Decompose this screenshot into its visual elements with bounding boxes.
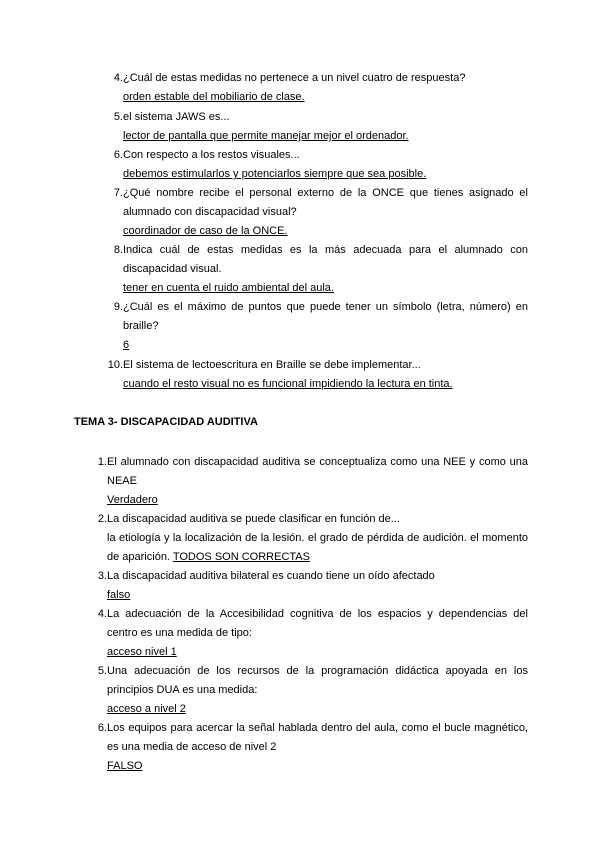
- question-text: el sistema JAWS es...: [123, 111, 230, 123]
- item-number: 5.: [113, 111, 123, 123]
- answer-text: coordinador de caso de la ONCE.: [123, 225, 288, 237]
- item-number: 2.: [97, 513, 107, 525]
- item-number: 8.: [113, 244, 123, 256]
- question-text: La adecuación de la Accesibilidad cognitiva de los espacios y dependencias del centro es una medida de tipo:: [107, 608, 528, 639]
- item-number: 5.: [97, 665, 107, 677]
- item-number: 1.: [97, 456, 107, 468]
- item-number: 7.: [113, 187, 123, 199]
- list-item: [97, 510, 528, 567]
- item-number: 3.: [97, 570, 107, 582]
- answer-text: orden estable del mobiliario de clase.: [123, 91, 305, 103]
- question-text: ¿Cuál es el máximo de puntos que puede tener un símbolo (letra, número) en braille?: [123, 301, 528, 332]
- item-number: 10.: [107, 359, 123, 371]
- answer-text: Verdadero: [107, 494, 158, 506]
- list-item: [97, 453, 528, 510]
- item-number: 9.: [113, 301, 123, 313]
- list-item: [113, 146, 528, 184]
- item-number: 4.: [97, 608, 107, 620]
- question-text: Indica cuál de estas medidas es la más adecuada para el alumnado con discapacidad visual.: [123, 244, 528, 275]
- question-text: ¿Cuál de estas medidas no pertenece a un nivel cuatro de respuesta?: [123, 72, 466, 84]
- question-text: El sistema de lectoescritura en Braille se debe implementar...: [123, 359, 421, 371]
- list-item: [107, 356, 528, 394]
- answer-text: [107, 529, 528, 567]
- answer-text: debemos estimularlos y potenciarlos siempre que sea posible.: [123, 168, 427, 180]
- question-text: Los equipos para acercar la señal hablada dentro del aula, como el bucle magnético, es una media de acceso de nivel 2: [107, 722, 528, 753]
- item-number: 4.: [113, 72, 123, 84]
- question-text: Con respecto a los restos visuales...: [123, 149, 300, 161]
- answer-prefix: la etiología y la localización de la lesión. el grado de pérdida de audición. el momento de aparición.: [107, 532, 528, 563]
- list-item: [97, 605, 528, 662]
- list-item: [113, 184, 528, 241]
- list-item: [113, 108, 528, 146]
- list-item: [97, 719, 528, 776]
- list-item: [97, 567, 528, 605]
- question-text: La discapacidad auditiva bilateral es cuando tiene un oído afectado: [107, 570, 435, 582]
- answer-text: FALSO: [107, 760, 143, 772]
- section-heading: TEMA 3- DISCAPACIDAD AUDITIVA: [74, 416, 258, 428]
- answer-text: acceso nivel 1: [107, 646, 177, 658]
- answer-text: cuando el resto visual no es funcional impidiendo la lectura en tinta.: [123, 378, 453, 390]
- list-item: [113, 241, 528, 298]
- answer-underlined: TODOS SON CORRECTAS: [172, 551, 310, 563]
- answer-text: 6: [123, 339, 130, 351]
- answer-text: lector de pantalla que permite manejar mejor el ordenador.: [123, 130, 409, 142]
- list-item: [97, 662, 528, 719]
- question-text: ¿Qué nombre recibe el personal externo de la ONCE que tienes asignado el alumnado con discapacidad visual?: [123, 187, 528, 218]
- answer-text: acceso a nivel 2: [107, 703, 186, 715]
- question-text: El alumnado con discapacidad auditiva se conceptualiza como una NEE y como una NEAE: [107, 456, 528, 487]
- list-item: [113, 69, 528, 107]
- item-number: 6.: [113, 149, 123, 161]
- answer-text: tener en cuenta el ruido ambiental del aula.: [123, 282, 334, 294]
- question-text: Una adecuación de los recursos de la programación didáctica apoyada en los principios DUA es una medida:: [107, 665, 528, 696]
- item-number: 6.: [97, 722, 107, 734]
- list-item: [113, 298, 528, 355]
- question-text: La discapacidad auditiva se puede clasificar en función de...: [107, 513, 400, 525]
- answer-text: falso: [107, 589, 131, 601]
